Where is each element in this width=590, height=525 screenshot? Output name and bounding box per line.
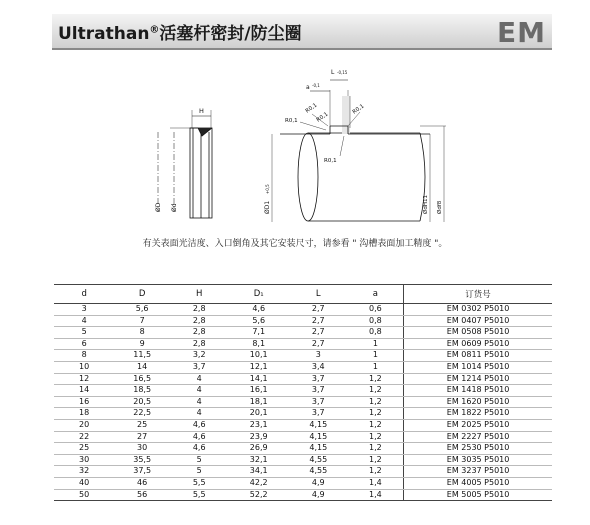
label-L: L	[331, 69, 335, 76]
cell-D: 11,5	[114, 350, 170, 362]
table-row	[54, 408, 552, 420]
cell-D1: 12,1	[228, 361, 289, 373]
cell-d: 4	[54, 315, 114, 327]
cell-L: 3,7	[289, 408, 348, 420]
cell-H: 3,2	[170, 350, 228, 362]
cell-order-number: EM 4005 P5010	[404, 477, 552, 489]
cell-a: 1,2	[348, 454, 404, 466]
cell-L: 4,15	[289, 431, 348, 443]
dimensions-table-wrapper	[54, 284, 552, 501]
label-r01-d: R0,1	[351, 103, 366, 116]
cell-H: 4,6	[170, 419, 228, 431]
cell-d: 50	[54, 489, 114, 501]
cell-D: 18,5	[114, 385, 170, 397]
cell-a: 1,2	[348, 431, 404, 443]
cell-d: 14	[54, 385, 114, 397]
table-row	[54, 419, 552, 431]
label-dH11: ØdH11	[423, 195, 429, 214]
dimensions-table	[54, 284, 552, 501]
table-row	[54, 489, 552, 501]
cell-L: 3,7	[289, 385, 348, 397]
cell-H: 2,8	[170, 327, 228, 339]
label-D1: ØD1	[264, 200, 271, 214]
label-D: ØD	[155, 202, 162, 212]
cell-d: 40	[54, 477, 114, 489]
cell-L: 4,9	[289, 489, 348, 501]
cell-d: 22	[54, 431, 114, 443]
table-header-row	[54, 285, 552, 304]
cell-a: 0,8	[348, 327, 404, 339]
label-r01-b: R0,1	[304, 102, 319, 115]
cell-L: 4,15	[289, 419, 348, 431]
cell-D1: 14,1	[228, 373, 289, 385]
cell-a: 1	[348, 338, 404, 350]
technical-drawing	[130, 62, 460, 230]
table-row	[54, 385, 552, 397]
label-r01-c: R0,1	[315, 111, 330, 124]
table-row	[54, 373, 552, 385]
cell-L: 3,7	[289, 373, 348, 385]
cell-order-number: EM 1418 P5010	[404, 385, 552, 397]
cell-D: 16,5	[114, 373, 170, 385]
table-row	[54, 431, 552, 443]
cell-H: 5,5	[170, 489, 228, 501]
table-row	[54, 315, 552, 327]
table-row	[54, 338, 552, 350]
cell-d: 25	[54, 443, 114, 455]
cell-D1: 42,2	[228, 477, 289, 489]
cell-order-number: EM 1620 P5010	[404, 396, 552, 408]
cell-D: 25	[114, 419, 170, 431]
cell-order-number: EM 1214 P5010	[404, 373, 552, 385]
table-row	[54, 304, 552, 316]
cell-D1: 32,1	[228, 454, 289, 466]
cell-D: 30	[114, 443, 170, 455]
col-header-D1: D₁	[228, 285, 289, 304]
cell-D: 22,5	[114, 408, 170, 420]
cell-H: 4,6	[170, 431, 228, 443]
col-header-a: a	[348, 285, 404, 304]
table-row	[54, 443, 552, 455]
cell-d: 16	[54, 396, 114, 408]
cell-L: 2,7	[289, 338, 348, 350]
label-df8: Ødf8	[437, 200, 443, 214]
cell-D: 5,6	[114, 304, 170, 316]
cell-a: 1,4	[348, 489, 404, 501]
cell-a: 1,2	[348, 466, 404, 478]
cell-D1: 26,9	[228, 443, 289, 455]
cell-H: 4	[170, 373, 228, 385]
cell-L: 2,7	[289, 315, 348, 327]
cell-H: 2,8	[170, 315, 228, 327]
label-H: H	[199, 107, 204, 115]
cell-D: 56	[114, 489, 170, 501]
label-r01-e: R0,1	[324, 158, 337, 164]
cell-order-number: EM 0811 P5010	[404, 350, 552, 362]
cell-H: 4	[170, 385, 228, 397]
cell-d: 5	[54, 327, 114, 339]
title-brand: Ultrathan	[58, 24, 150, 44]
cell-D: 8	[114, 327, 170, 339]
table-row	[54, 477, 552, 489]
cell-a: 1,2	[348, 419, 404, 431]
label-r01-a: R0,1	[285, 118, 298, 124]
label-D1-tolerance: +0,5	[265, 184, 270, 194]
cell-D: 35,5	[114, 454, 170, 466]
col-header-d: d	[54, 285, 114, 304]
cell-H: 5	[170, 454, 228, 466]
col-header-H: H	[170, 285, 228, 304]
cell-d: 3	[54, 304, 114, 316]
cell-a: 0,8	[348, 315, 404, 327]
cell-D1: 5,6	[228, 315, 289, 327]
col-header-D: D	[114, 285, 170, 304]
table-row	[54, 454, 552, 466]
title-cn: 活塞杆密封/防尘圈	[159, 24, 302, 44]
cell-a: 1	[348, 361, 404, 373]
cell-D1: 4,6	[228, 304, 289, 316]
cell-D1: 20,1	[228, 408, 289, 420]
cell-a: 1,2	[348, 408, 404, 420]
cell-d: 32	[54, 466, 114, 478]
cell-D1: 7,1	[228, 327, 289, 339]
cell-a: 1,2	[348, 373, 404, 385]
cell-d: 6	[54, 338, 114, 350]
cell-D1: 10,1	[228, 350, 289, 362]
table-row	[54, 361, 552, 373]
cell-D1: 23,9	[228, 431, 289, 443]
cell-D1: 23,1	[228, 419, 289, 431]
page-title	[58, 19, 302, 44]
table-row	[54, 396, 552, 408]
cell-H: 4,6	[170, 443, 228, 455]
cell-L: 4,9	[289, 477, 348, 489]
col-header-L: L	[289, 285, 348, 304]
cell-D: 27	[114, 431, 170, 443]
page-header	[52, 14, 552, 50]
cell-D1: 16,1	[228, 385, 289, 397]
cell-L: 2,7	[289, 327, 348, 339]
cell-a: 1,2	[348, 443, 404, 455]
cell-d: 20	[54, 419, 114, 431]
cell-order-number: EM 0302 P5010	[404, 304, 552, 316]
installation-note: 有关表面光洁度、入口倒角及其它安装尺寸，请参看 " 沟槽表面加工精度 "。	[142, 239, 448, 249]
cell-L: 3	[289, 350, 348, 362]
cell-L: 4,15	[289, 443, 348, 455]
cell-D: 37,5	[114, 466, 170, 478]
cell-D1: 18,1	[228, 396, 289, 408]
cell-d: 8	[54, 350, 114, 362]
cell-order-number: EM 0407 P5010	[404, 315, 552, 327]
cell-d: 18	[54, 408, 114, 420]
cell-H: 5,5	[170, 477, 228, 489]
table-body	[54, 304, 552, 501]
label-a: a	[306, 84, 310, 91]
cell-D1: 8,1	[228, 338, 289, 350]
groove-drawing	[272, 80, 446, 222]
cell-D: 7	[114, 315, 170, 327]
cell-d: 30	[54, 454, 114, 466]
cell-order-number: EM 3237 P5010	[404, 466, 552, 478]
cell-order-number: EM 0609 P5010	[404, 338, 552, 350]
cell-order-number: EM 0508 P5010	[404, 327, 552, 339]
cell-order-number: EM 2025 P5010	[404, 419, 552, 431]
table-row	[54, 327, 552, 339]
cell-order-number: EM 2227 P5010	[404, 431, 552, 443]
cell-a: 0,6	[348, 304, 404, 316]
cell-a: 1,2	[348, 396, 404, 408]
cell-H: 4	[170, 396, 228, 408]
cell-L: 4,55	[289, 454, 348, 466]
cell-order-number: EM 2530 P5010	[404, 443, 552, 455]
cell-L: 4,55	[289, 466, 348, 478]
cell-order-number: EM 1822 P5010	[404, 408, 552, 420]
cell-L: 2,7	[289, 304, 348, 316]
cell-D1: 52,2	[228, 489, 289, 501]
cell-D: 9	[114, 338, 170, 350]
cell-a: 1,4	[348, 477, 404, 489]
table-row	[54, 466, 552, 478]
cell-H: 2,8	[170, 304, 228, 316]
cell-order-number: EM 5005 P5010	[404, 489, 552, 501]
cell-D1: 34,1	[228, 466, 289, 478]
cell-order-number: EM 3035 P5010	[404, 454, 552, 466]
table-row	[54, 350, 552, 362]
seal-cross-section	[158, 110, 212, 218]
cell-H: 3,7	[170, 361, 228, 373]
cell-L: 3,7	[289, 396, 348, 408]
cell-a: 1	[348, 350, 404, 362]
label-a-tolerance: -0,1	[312, 83, 320, 88]
cell-H: 5	[170, 466, 228, 478]
col-header-order-number: 订货号	[404, 285, 552, 304]
cell-D: 46	[114, 477, 170, 489]
cell-H: 2,8	[170, 338, 228, 350]
cell-order-number: EM 1014 P5010	[404, 361, 552, 373]
product-code: EM	[497, 16, 546, 49]
cell-d: 10	[54, 361, 114, 373]
cell-d: 12	[54, 373, 114, 385]
cell-D: 20,5	[114, 396, 170, 408]
registered-mark: ®	[149, 24, 160, 36]
cell-H: 4	[170, 408, 228, 420]
cell-D: 14	[114, 361, 170, 373]
cell-a: 1,2	[348, 385, 404, 397]
label-d: Ød	[171, 203, 178, 212]
label-L-tolerance: -0,15	[337, 70, 348, 75]
cell-L: 3,4	[289, 361, 348, 373]
